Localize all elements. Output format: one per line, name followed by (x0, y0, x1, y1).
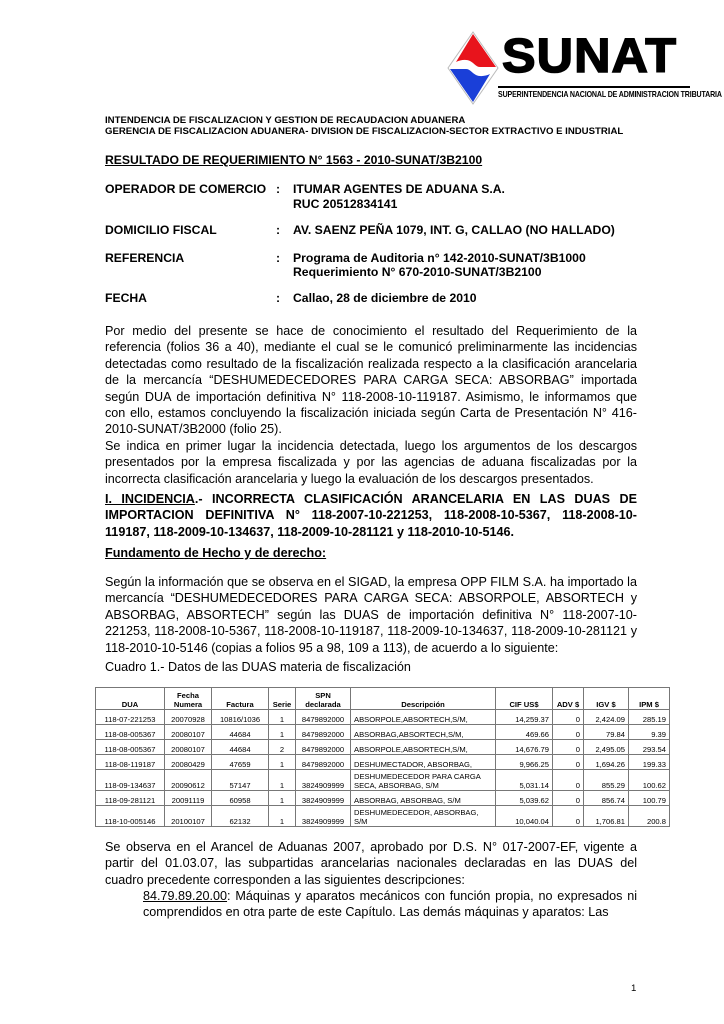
cell-adv: 0 (553, 710, 584, 725)
cell-dua: 118-07-221253 (96, 710, 165, 725)
cell-fecha: 20100107 (165, 806, 212, 827)
cell-ipm: 199.33 (629, 755, 670, 770)
cell-spn: 3824909999 (296, 770, 351, 791)
cell-factura: 60958 (212, 791, 269, 806)
cell-cif: 469.66 (496, 725, 553, 740)
paragraph-arancel: Se observa en el Arancel de Aduanas 2007, aprobado por D.S. N° 017-2007-EF, vigente a partir del 01.03.07, las subpartidas arancelarias nacionales declaradas en las DUAS del cuadro precedente corresponden a las siguientes descripciones: (105, 840, 637, 887)
cell-igv: 2,424.09 (584, 710, 629, 725)
col-cif: CIF US$ (496, 688, 553, 710)
tariff-description (143, 888, 637, 921)
table-row (96, 770, 670, 791)
field-value-line: AV. SAENZ PEÑA 1079, INT. G, CALLAO (NO HALLADO) (293, 223, 615, 237)
cell-spn: 8479892000 (296, 755, 351, 770)
cell-ipm: 9.39 (629, 725, 670, 740)
col-serie: Serie (269, 688, 296, 710)
incidence-heading (105, 491, 637, 540)
cell-spn: 8479892000 (296, 710, 351, 725)
field-value-line: RUC 20512834141 (293, 197, 398, 211)
cell-factura: 44684 (212, 740, 269, 755)
paragraph-intro: Por medio del presente se hace de conocimiento el resultado del Requerimiento de la referencia (folios 36 a 40), mediante el cual se le comunicó preliminarmente las incidencias detectadas como resultado de la fiscalización realizada respecto a la clasificación arancelaria de la mercancía “DESHUMEDECEDORES PARA CARGA SECA: ABSORBAG” importada según DUA de importación definitiva N° 118-2008-10-119187. Asimismo, le informamos que con ello, estamos concluyendo la fiscalización iniciada según Carta de Presentación N° 416-2010-SUNAT/3B2000 (folio 25). (105, 324, 637, 437)
table-row (96, 725, 670, 740)
cell-dua: 118-08-119187 (96, 755, 165, 770)
col-spn: SPN declarada (296, 688, 351, 710)
table-row (96, 755, 670, 770)
cell-fecha: 20080107 (165, 725, 212, 740)
col-factura: Factura (212, 688, 269, 710)
cell-dua: 118-09-134637 (96, 770, 165, 791)
field-label: DOMICILIO FISCAL (105, 223, 217, 237)
cell-adv: 0 (553, 725, 584, 740)
cell-serie: 1 (269, 770, 296, 791)
cell-adv: 0 (553, 740, 584, 755)
cell-cif: 5,039.62 (496, 791, 553, 806)
cell-factura: 62132 (212, 806, 269, 827)
cell-descripcion: DESHUMEDECEDOR, ABSORBAG, S/M (351, 806, 496, 827)
cell-fecha: 20070928 (165, 710, 212, 725)
cell-igv: 855.29 (584, 770, 629, 791)
cell-cif: 9,966.25 (496, 755, 553, 770)
sunat-diamond-icon (446, 30, 500, 106)
cell-descripcion: ABSORPOLE,ABSORTECH,S/M, (351, 710, 496, 725)
field-label: OPERADOR DE COMERCIO (105, 182, 267, 196)
cell-adv: 0 (553, 770, 584, 791)
cell-ipm: 285.19 (629, 710, 670, 725)
table-row (96, 740, 670, 755)
logo-wordmark: SUNAT (502, 30, 678, 83)
cell-spn: 3824909999 (296, 791, 351, 806)
field-colon: : (276, 291, 281, 305)
cell-factura: 44684 (212, 725, 269, 740)
tariff-text: : Máquinas y aparatos mecánicos con función propia, no expresados ni comprendidos en otra parte de este Capítulo. Las demás máquinas y aparatos: Las (143, 889, 637, 920)
cell-fecha: 20090612 (165, 770, 212, 791)
logo-rule (498, 86, 690, 88)
duas-table (95, 687, 670, 827)
cell-descripcion: DESHUMECTADOR, ABSORBAG, (351, 755, 496, 770)
cell-serie: 1 (269, 725, 296, 740)
logo-subtitle: SUPERINTENDENCIA NACIONAL DE ADMINISTRACION TRIBUTARIA (498, 90, 722, 99)
incidence-label: I. INCIDENCIA (105, 492, 195, 506)
paragraph-sigad: Según la información que se observa en el SIGAD, la empresa OPP FILM S.A. ha importado la mercancía “DESHUMEDECEDORES PARA CARGA SECA: ABSORPOLE, ABSORTECH y ABSORBAG, ABSORTECH” según las DUAS de importación definitiva N° 118-2007-10-221253, 118-2008-10-5367, 118-2008-10-119187, 118-2009-10-134637, 118-2009-10-281121 y 118-2010-10-5146 (copias a folios 95 a 98, 109 a 113), de acuerdo a lo siguiente: (105, 575, 637, 655)
cell-fecha: 20091119 (165, 791, 212, 806)
cell-factura: 47659 (212, 755, 269, 770)
field-label: FECHA (105, 291, 147, 305)
tariff-code: 84.79.89.20.00 (143, 889, 228, 903)
field-value-line: ITUMAR AGENTES DE ADUANA S.A. (293, 182, 505, 196)
cell-adv: 0 (553, 806, 584, 827)
table-header-row (96, 688, 670, 710)
header-line-1: INTENDENCIA DE FISCALIZACION Y GESTION DE RECAUDACION ADUANERA (105, 115, 466, 126)
col-descripcion: Descripción (351, 688, 496, 710)
cell-dua: 118-09-281121 (96, 791, 165, 806)
cell-spn: 3824909999 (296, 806, 351, 827)
col-ipm: IPM $ (629, 688, 670, 710)
cell-factura: 57147 (212, 770, 269, 791)
cell-igv: 1,694.26 (584, 755, 629, 770)
cell-dua: 118-08-005367 (96, 740, 165, 755)
cell-spn: 8479892000 (296, 740, 351, 755)
cell-descripcion: ABSORBAG,ABSORTECH,S/M, (351, 725, 496, 740)
cell-igv: 2,495.05 (584, 740, 629, 755)
table-row (96, 710, 670, 725)
cell-dua: 118-10-005146 (96, 806, 165, 827)
cell-igv: 79.84 (584, 725, 629, 740)
document-title: RESULTADO DE REQUERIMIENTO N° 1563 - 2010-SUNAT/3B2100 (105, 153, 483, 167)
cell-dua: 118-08-005367 (96, 725, 165, 740)
col-dua: DUA (96, 688, 165, 710)
cell-serie: 1 (269, 755, 296, 770)
cell-adv: 0 (553, 791, 584, 806)
field-value-line: Callao, 28 de diciembre de 2010 (293, 291, 477, 305)
col-fecha-numera: Fecha Numera (165, 688, 212, 710)
incidence-text: .- INCORRECTA CLASIFICACIÓN ARANCELARIA EN LAS DUAS DE IMPORTACION DEFINITIVA N° 118-2007-10-221253, 118-2008-10-5367, 118-2008-10-119187, 118-2009-10-134637, 118-2009-10-281121 y 118-2010-10-5146. (105, 492, 637, 539)
table-caption: Cuadro 1.- Datos de las DUAS materia de fiscalización (105, 660, 411, 674)
cell-cif: 14,676.79 (496, 740, 553, 755)
field-colon: : (276, 223, 281, 237)
col-igv: IGV $ (584, 688, 629, 710)
field-value-line: Programa de Auditoria n° 142-2010-SUNAT/3B1000 (293, 251, 586, 265)
cell-cif: 5,031.14 (496, 770, 553, 791)
cell-spn: 8479892000 (296, 725, 351, 740)
cell-adv: 0 (553, 755, 584, 770)
cell-ipm: 293.54 (629, 740, 670, 755)
page-number: 1 (631, 983, 637, 994)
cell-cif: 14,259.37 (496, 710, 553, 725)
cell-ipm: 200.8 (629, 806, 670, 827)
field-label: REFERENCIA (105, 251, 185, 265)
cell-serie: 1 (269, 710, 296, 725)
paragraph-order: Se indica en primer lugar la incidencia detectada, luego los argumentos de los descargos presentados por la empresa fiscalizada y por las agencias de aduana fiscalizadas por la incorrecta clasificación arancelaria y luego la evaluación de los descargos presentados. (105, 439, 637, 486)
cell-igv: 1,706.81 (584, 806, 629, 827)
sunat-logo (446, 30, 722, 106)
table-row (96, 791, 670, 806)
cell-fecha: 20080107 (165, 740, 212, 755)
cell-serie: 1 (269, 791, 296, 806)
table-row (96, 806, 670, 827)
cell-ipm: 100.62 (629, 770, 670, 791)
field-value-line: Requerimiento N° 670-2010-SUNAT/3B2100 (293, 265, 542, 279)
col-adv: ADV $ (553, 688, 584, 710)
cell-serie: 1 (269, 806, 296, 827)
cell-descripcion: ABSORPOLE,ABSORTECH,S/M, (351, 740, 496, 755)
cell-cif: 10,040.04 (496, 806, 553, 827)
cell-igv: 856.74 (584, 791, 629, 806)
header-line-2: GERENCIA DE FISCALIZACION ADUANERA- DIVISION DE FISCALIZACION-SECTOR EXTRACTIVO E INDUSTRIAL (105, 126, 624, 137)
cell-serie: 2 (269, 740, 296, 755)
cell-ipm: 100.79 (629, 791, 670, 806)
cell-factura: 10816/1036 (212, 710, 269, 725)
subheading-fundamento: Fundamento de Hecho y de derecho: (105, 546, 327, 560)
cell-fecha: 20080429 (165, 755, 212, 770)
cell-descripcion: DESHUMEDECEDOR PARA CARGA SECA, ABSORBAG, S/M (351, 770, 496, 791)
field-colon: : (276, 251, 281, 265)
cell-descripcion: ABSORBAG, ABSORBAG, S/M (351, 791, 496, 806)
field-colon: : (276, 182, 281, 196)
